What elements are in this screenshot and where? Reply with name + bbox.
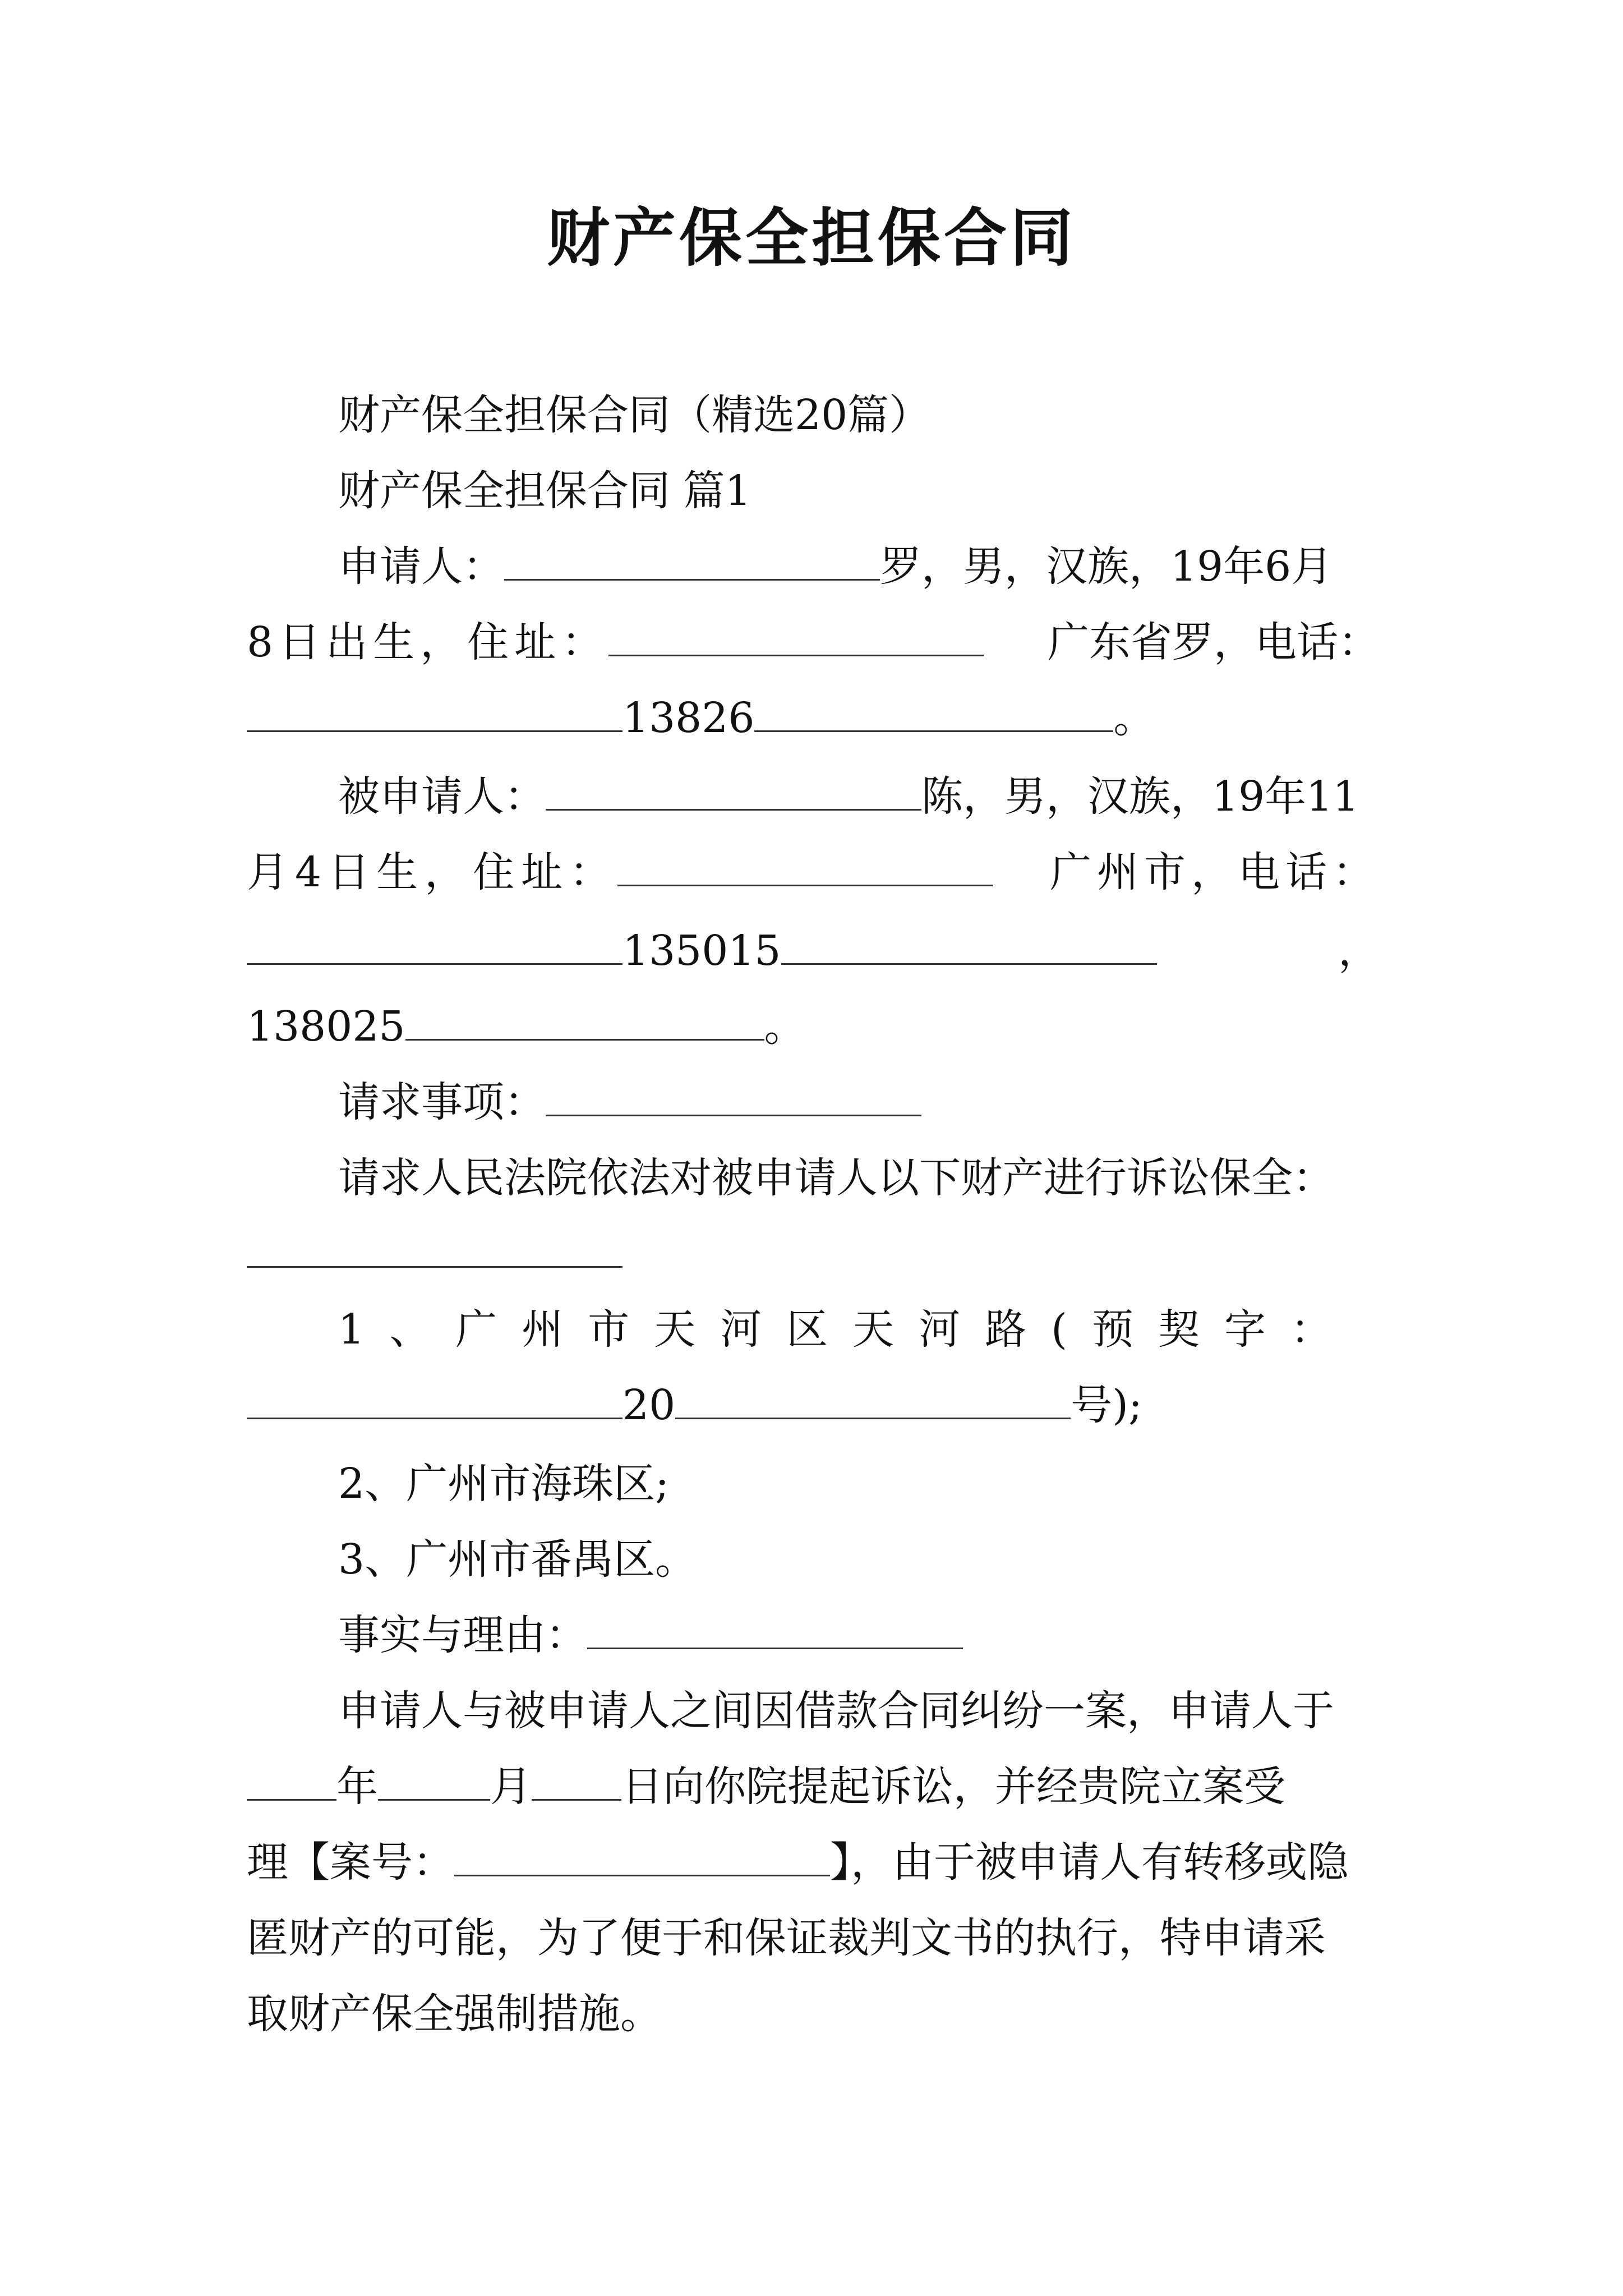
applicant-birth: 8日出生，住址：	[247, 618, 609, 666]
day-blank	[532, 1760, 621, 1801]
applicant-line-1	[338, 536, 1380, 597]
facts-case-line	[247, 1832, 1380, 1893]
month-blank	[378, 1760, 490, 1801]
applicant-label: 申请人：	[338, 542, 504, 591]
year-blank	[247, 1760, 336, 1801]
request-label: 请求事项：	[338, 1078, 546, 1126]
respondent-phone2-blank	[405, 1000, 764, 1041]
facts-p3: 匿财产的可能，为了便于和保证裁判文书的执行，特申请采	[247, 1914, 1326, 1962]
item1-blank-left	[247, 1378, 623, 1419]
subtitle: 财产保全担保合同（精选20篇）	[338, 391, 931, 439]
case-number-blank	[454, 1835, 830, 1876]
respondent-phone1-blank-left	[247, 924, 623, 965]
facts-day-tail: 日向你院提起诉讼，并经贵院立案受	[621, 1763, 1285, 1811]
request-text-blank	[247, 1227, 623, 1268]
respondent-address-blank	[617, 845, 993, 886]
request-item-1-cont	[247, 1374, 1380, 1436]
respondent-line-4	[247, 996, 1380, 1057]
request-item-3: 3、广州市番禺区。	[338, 1535, 697, 1584]
respondent-label: 被申请人：	[338, 772, 546, 821]
applicant-address-blank	[608, 615, 984, 656]
applicant-info: 罗，男，汉族，19年6月	[880, 542, 1333, 591]
facts-month: 月	[490, 1763, 532, 1811]
applicant-phone-blank-right	[754, 691, 1113, 732]
document-title: 财产保全担保合同	[547, 201, 1076, 275]
facts-label: 事实与理由：	[338, 1611, 587, 1659]
respondent-address: 广州市，电话：	[1050, 848, 1380, 896]
item1-number: 20	[623, 1381, 676, 1429]
applicant-phone-blank-left	[247, 691, 623, 732]
respondent-phone1: 135015	[623, 927, 781, 975]
applicant-phone: 13826	[623, 694, 755, 742]
request-blank	[546, 1075, 921, 1116]
respondent-line-2	[247, 841, 1380, 903]
item1-tail: 号);	[1071, 1381, 1142, 1429]
facts-blank	[587, 1608, 963, 1649]
facts-label-line	[338, 1604, 1471, 1666]
respondent-line-1	[338, 766, 1380, 827]
respondent-phone2: 138025	[247, 1002, 405, 1051]
request-item-2: 2、广州市海珠区;	[338, 1460, 670, 1508]
facts-year: 年	[336, 1763, 378, 1811]
facts-date-line	[247, 1756, 1380, 1818]
section-title: 财产保全担保合同 篇1	[338, 467, 751, 515]
request-item-1: 1、广州市天河区天河路(预契字：	[338, 1305, 1357, 1354]
respondent-phone1-blank-right	[781, 924, 1157, 965]
applicant-line-3	[247, 687, 1380, 749]
respondent-end: 。	[764, 1002, 806, 1051]
facts-p1: 申请人与被申请人之间因借款合同纠纷一案，申请人于	[338, 1687, 1334, 1735]
respondent-line-3	[247, 920, 1380, 982]
facts-case-tail: 】，由于被申请人有转移或隐	[830, 1838, 1349, 1887]
item1-blank-right	[675, 1378, 1071, 1419]
respondent-comma: ，	[1338, 927, 1380, 975]
applicant-end: 。	[1113, 694, 1155, 742]
facts-case-head: 理【案号：	[247, 1838, 454, 1887]
respondent-name-blank	[546, 770, 921, 811]
respondent-info: 陈，男，汉族，19年11	[921, 772, 1359, 821]
applicant-name-blank	[504, 540, 880, 581]
request-label-line	[338, 1071, 1471, 1133]
request-blank-line	[247, 1223, 1380, 1285]
facts-p4: 取财产保全强制措施。	[247, 1990, 662, 2038]
applicant-line-2	[247, 611, 1380, 673]
respondent-birth: 月4日生，住址：	[247, 848, 618, 896]
request-text: 请求人民法院依法对被申请人以下财产进行诉讼保全：	[338, 1154, 1334, 1202]
applicant-address: 广东省罗，电话：	[1048, 618, 1380, 666]
